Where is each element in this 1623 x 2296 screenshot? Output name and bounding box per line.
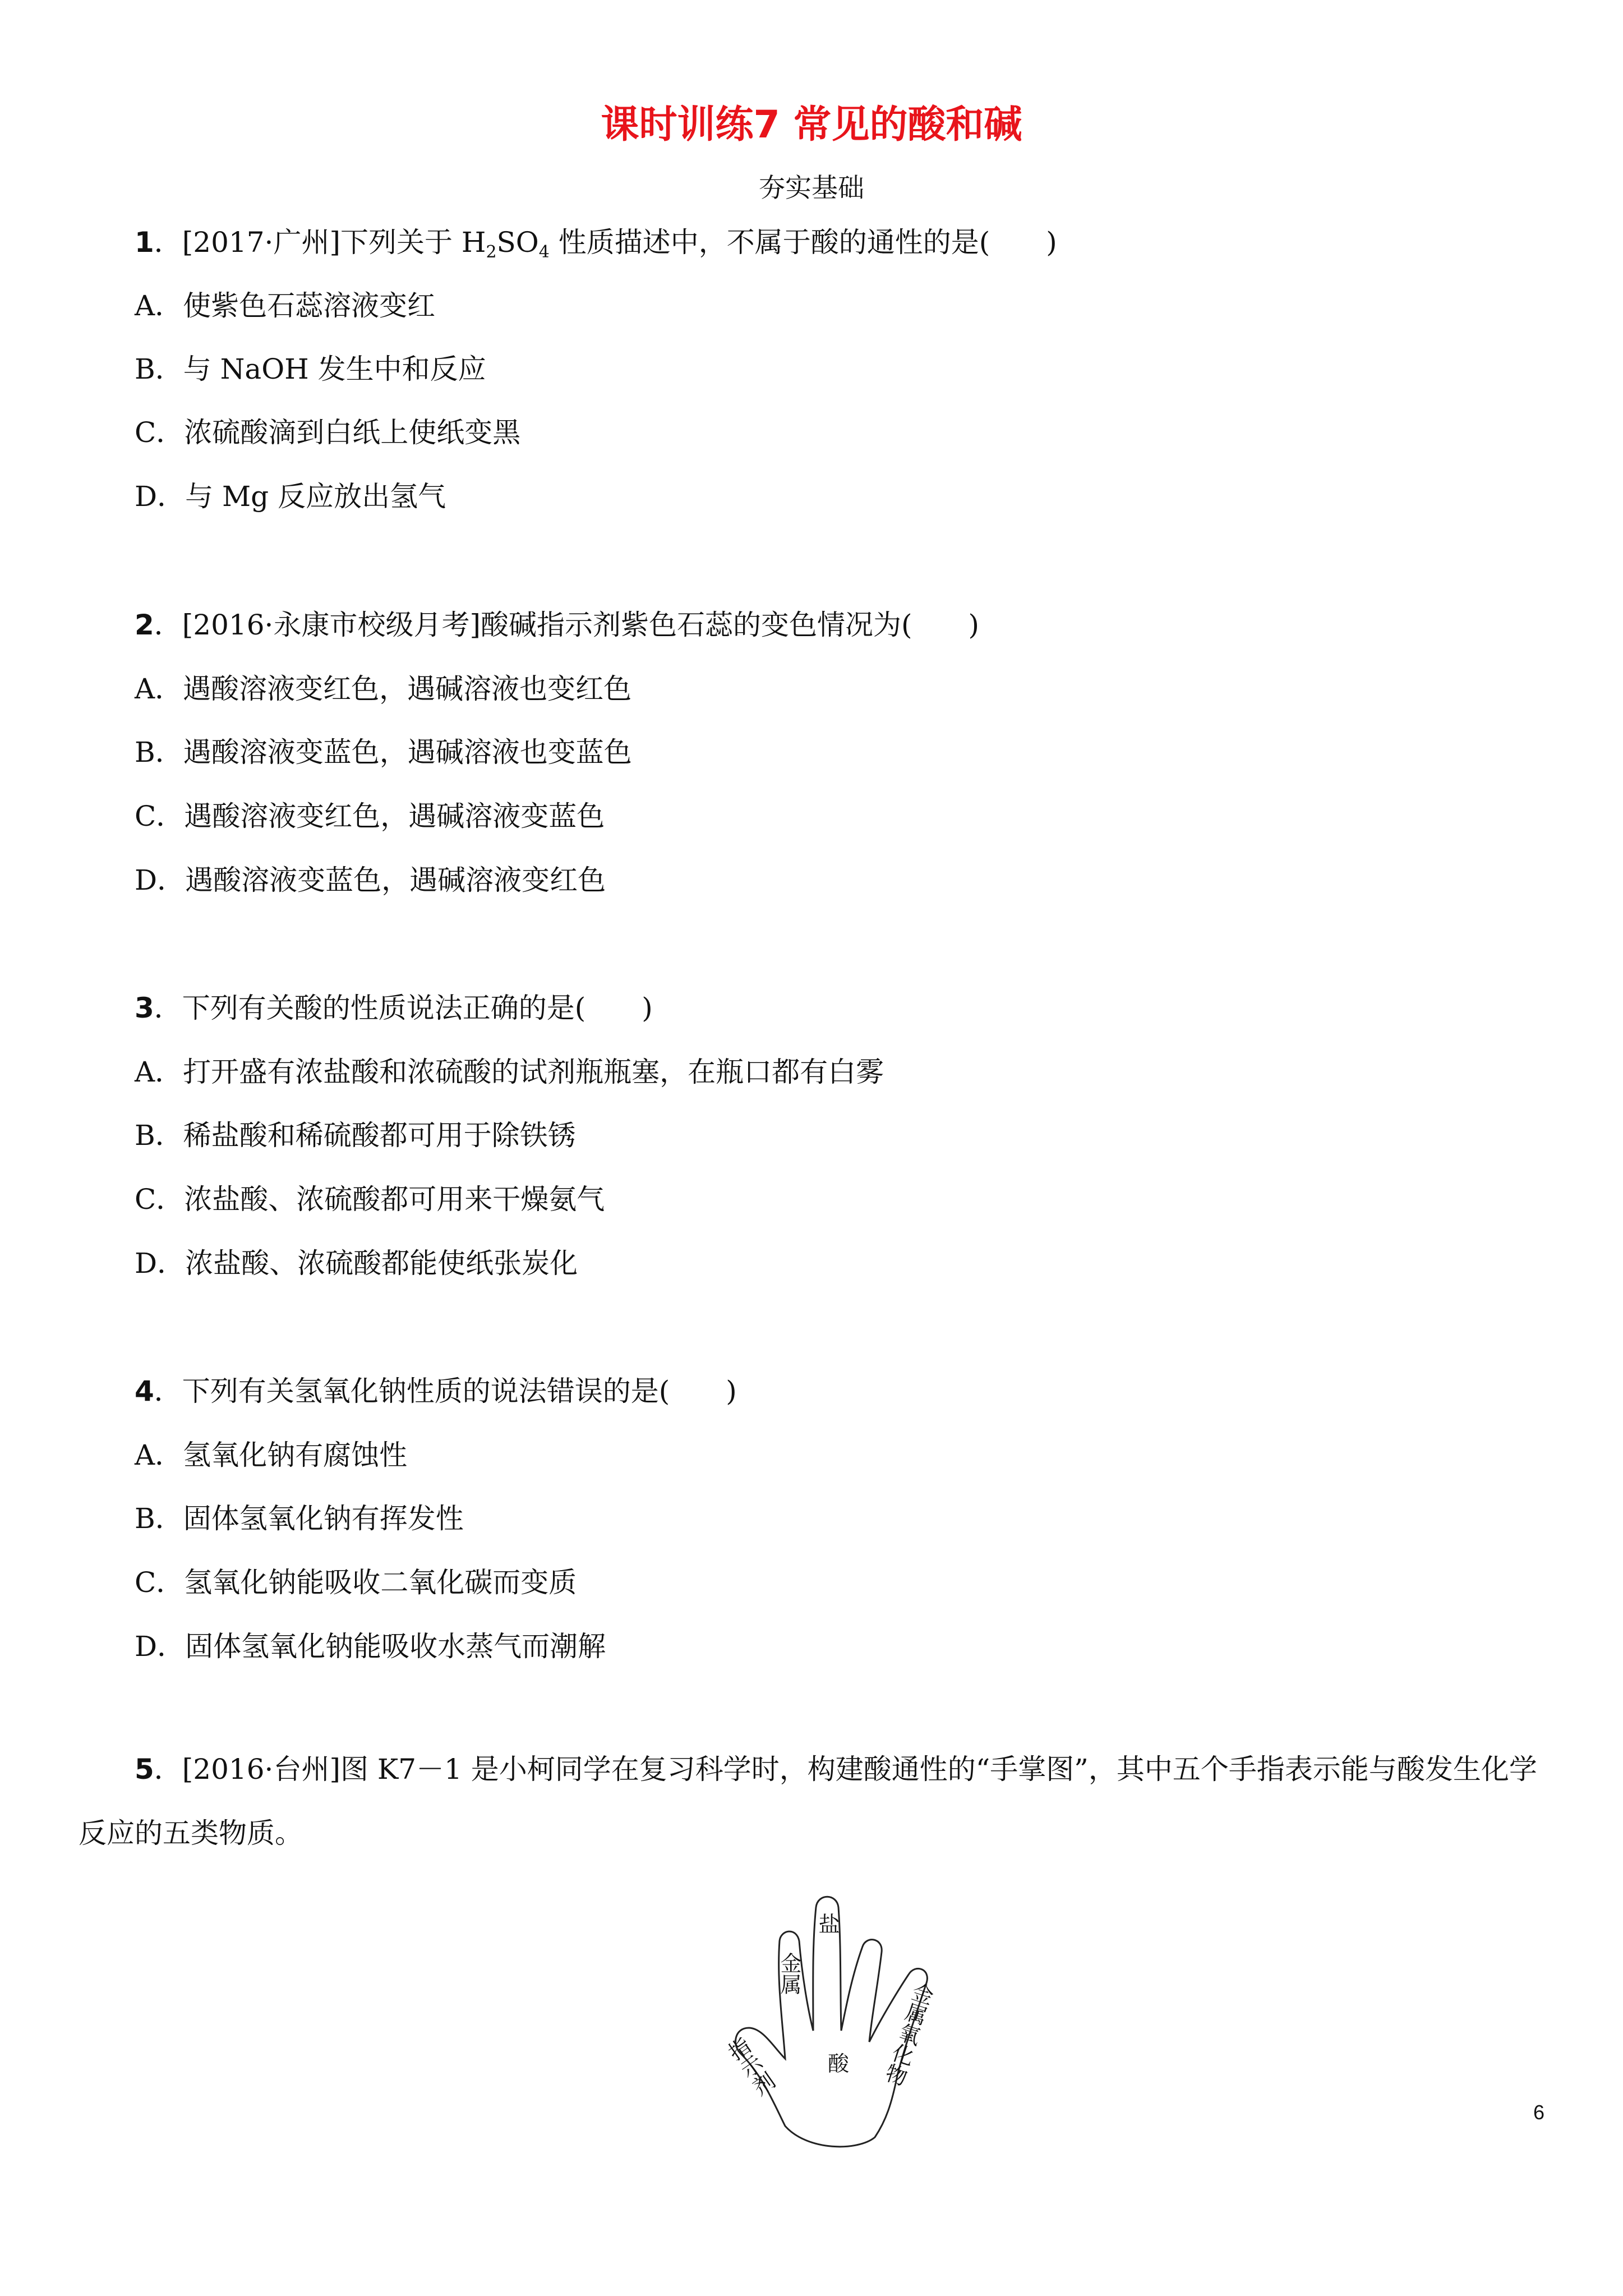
question-3-number: 3 — [135, 992, 154, 1024]
question-1-option-c: C．浓硫酸滴到白纸上使纸变黑 — [135, 416, 521, 449]
page-title: 课时训练7 常见的酸和碱 — [601, 103, 1022, 147]
question-3-option-b: B．稀盐酸和稀硫酸都可用于除铁锈 — [135, 1119, 576, 1152]
section-heading: 夯实基础 — [759, 173, 864, 204]
question-2-option-d: D．遇酸溶液变蓝色，遇碱溶液变红色 — [135, 864, 606, 896]
question-3-option-a: A．打开盛有浓盐酸和浓硫酸的试剂瓶瓶塞，在瓶口都有白雾 — [135, 1056, 884, 1088]
question-1-subscript-4: 4 — [538, 242, 550, 262]
question-1-subscript-2: 2 — [486, 242, 497, 262]
question-2-option-b: B．遇酸溶液变蓝色，遇碱溶液也变蓝色 — [135, 736, 632, 769]
hand-finger-thumb-label: 指示剂 — [721, 2033, 778, 2101]
question-4-number: 4 — [135, 1375, 154, 1407]
question-2-number: 2 — [135, 609, 154, 641]
hand-finger-middle-label: 盐 — [815, 1913, 840, 1934]
question-4-option-b: B．固体氢氧化钠有挥发性 — [135, 1502, 464, 1535]
page-number: 6 — [1533, 2101, 1544, 2124]
question-4-stem — [135, 1369, 737, 1409]
question-4-option-c: C．氢氧化钠能吸收二氧化碳而变质 — [135, 1566, 577, 1599]
question-3-option-c: C．浓盐酸、浓硫酸都可用来干燥氨气 — [135, 1183, 605, 1216]
question-5-text: ．[2016·台州]图 K7－1 是小柯同学在复习科学时，构建酸通性的“手掌图”，其中五个手指表示能与酸发生化学反应的五类物质。 — [79, 1753, 1537, 1849]
hand-finger-little-label: 金属氧化物 — [879, 1978, 937, 2088]
question-3-text: ．下列有关酸的性质说法正确的是( ) — [154, 992, 653, 1024]
question-2-text: ．[2016·永康市校级月考]酸碱指示剂紫色石蕊的变色情况为( ) — [154, 609, 979, 641]
question-1-stem — [135, 220, 1057, 262]
question-4-option-d: D．固体氢氧化钠能吸收水蒸气而潮解 — [135, 1630, 606, 1663]
question-1-prefix: ．[2017·广州]下列关于 H — [154, 226, 486, 259]
question-4-text: ．下列有关氢氧化钠性质的说法错误的是( ) — [154, 1375, 737, 1407]
question-1-formula-so: SO — [496, 226, 539, 259]
question-2-option-a: A．遇酸溶液变红色，遇碱溶液也变红色 — [135, 673, 632, 705]
question-5-stem — [79, 1737, 1548, 1865]
hand-palm-label: 酸 — [828, 2051, 850, 2076]
question-5-number: 5 — [135, 1753, 154, 1786]
question-3-stem — [135, 986, 653, 1026]
question-2-option-c: C．遇酸溶液变红色，遇碱溶液变蓝色 — [135, 800, 605, 832]
question-2-stem — [135, 602, 979, 643]
hand-finger-index-label: 金属 — [777, 1952, 801, 1995]
question-3-option-d: D．浓盐酸、浓硫酸都能使纸张炭化 — [135, 1247, 578, 1280]
question-1-suffix: 性质描述中，不属于酸的通性的是( ) — [549, 226, 1057, 259]
hand-diagram — [721, 1890, 942, 2154]
question-1-option-a: A．使紫色石蕊溶液变红 — [135, 289, 436, 322]
question-4-option-a: A．氢氧化钠有腐蚀性 — [135, 1439, 408, 1471]
question-1-option-d: D．与 Mg 反应放出氢气 — [135, 480, 446, 513]
question-1-number: 1 — [135, 226, 154, 259]
question-1-option-b: B．与 NaOH 发生中和反应 — [135, 353, 486, 385]
